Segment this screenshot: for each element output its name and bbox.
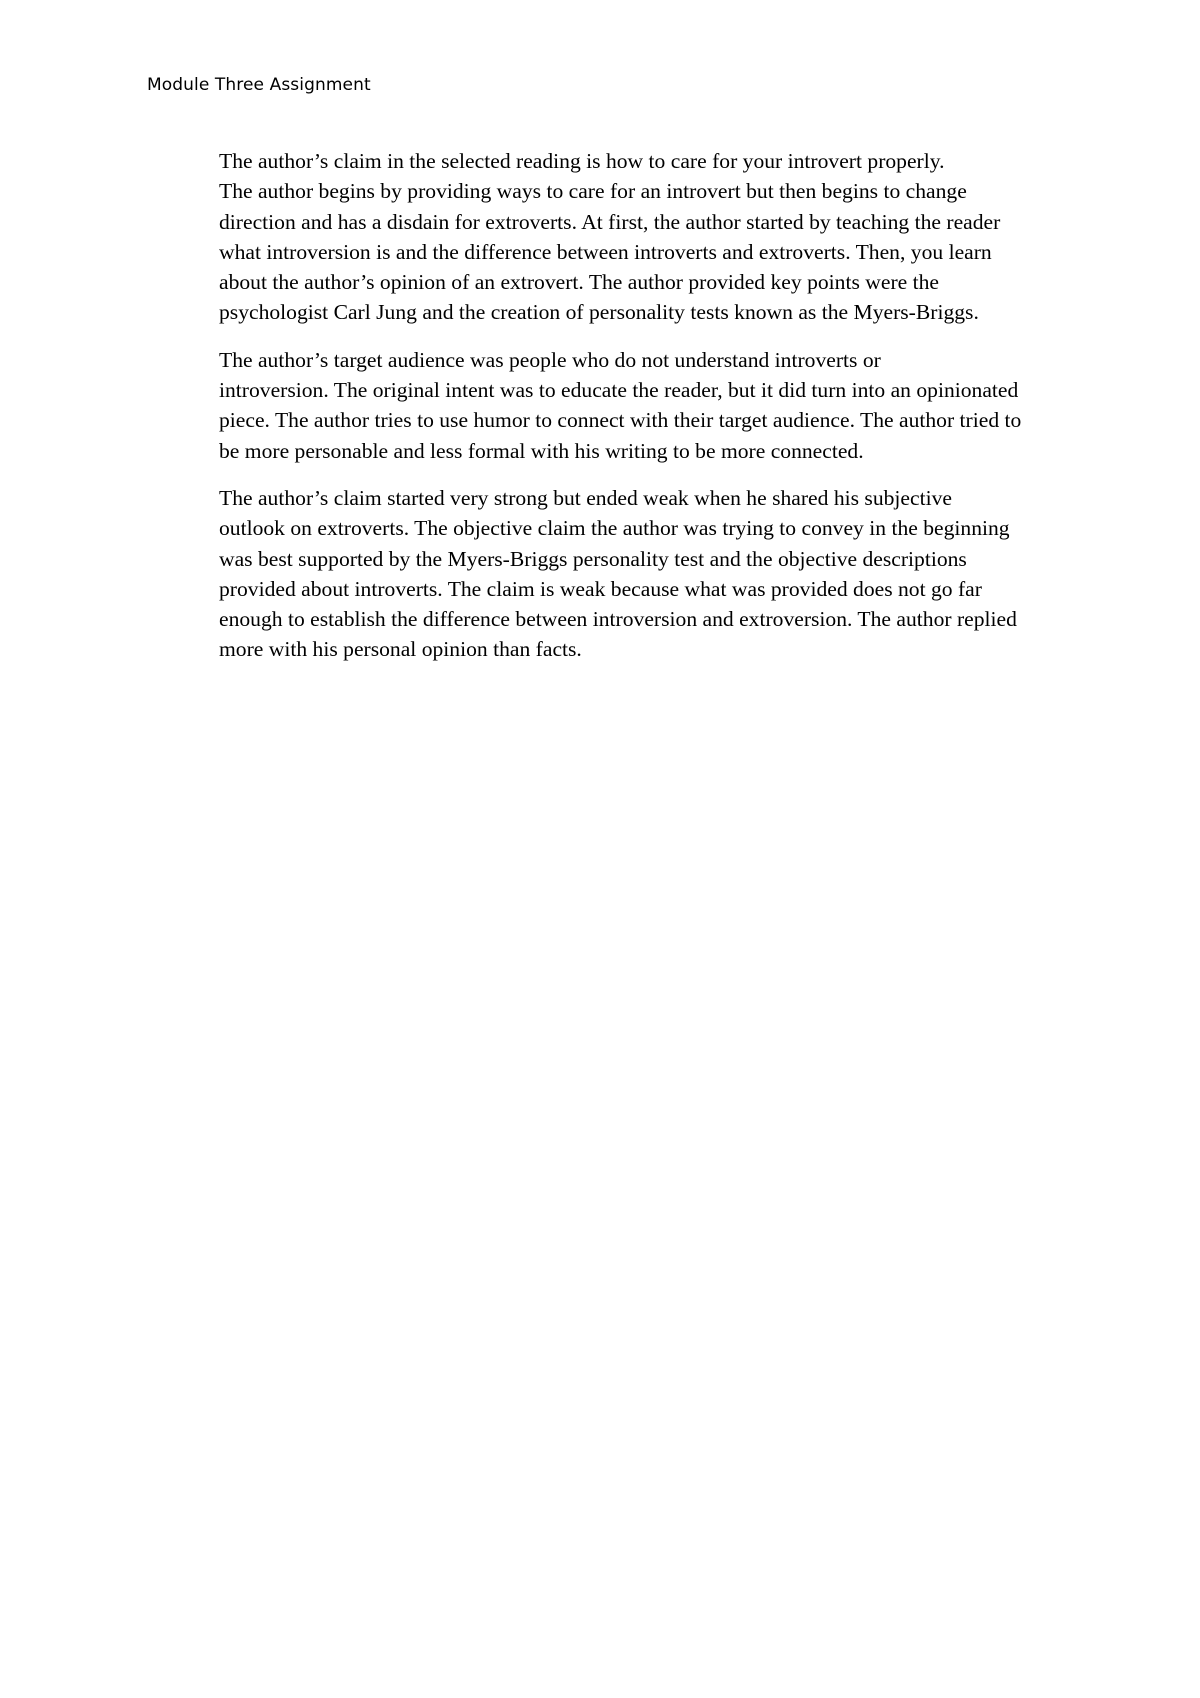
paragraph-line: provided about introverts. The claim is weak because what was provided does not go far <box>219 576 982 601</box>
paragraph-3 <box>147 483 1067 665</box>
paragraph-line: direction and has a disdain for extroverts. At first, the author started by teaching the reader <box>219 209 1001 234</box>
document-header: Module Three Assignment <box>147 75 371 95</box>
paragraph-line: what introversion is and the difference between introverts and extroverts. Then, you learn <box>219 239 992 264</box>
paragraph-line: outlook on extroverts. The objective claim the author was trying to convey in the beginning <box>219 516 1010 541</box>
paragraph-line: more with his personal opinion than facts. <box>219 637 582 662</box>
paragraph-line: The author’s claim started very strong but ended weak when he shared his subjective <box>219 485 952 510</box>
paragraph-line: piece. The author tries to use humor to connect with their target audience. The author tried to <box>219 408 1022 433</box>
paragraph-1 <box>147 146 1067 328</box>
paragraph-line: The author’s target audience was people who do not understand introverts or <box>219 347 881 372</box>
paragraph-line: The author begins by providing ways to care for an introvert but then begins to change <box>219 179 967 204</box>
paragraph-line: enough to establish the difference between introversion and extroversion. The author replied <box>219 607 1017 632</box>
paragraph-2 <box>147 345 1067 466</box>
paragraph-line: The author’s claim in the selected reading is how to care for your introvert properly. <box>219 149 945 173</box>
paragraph-line: about the author’s opinion of an extrovert. The author provided key points were the <box>219 270 940 295</box>
paragraph-line: be more personable and less formal with his writing to be more connected. <box>219 438 864 463</box>
paragraph-line: was best supported by the Myers-Briggs personality test and the objective descriptions <box>219 546 967 571</box>
paragraph-line: psychologist Carl Jung and the creation of personality tests known as the Myers-Briggs. <box>219 300 979 325</box>
document-body <box>147 146 1067 682</box>
paragraph-line: introversion. The original intent was to educate the reader, but it did turn into an opinionated <box>219 378 1019 403</box>
